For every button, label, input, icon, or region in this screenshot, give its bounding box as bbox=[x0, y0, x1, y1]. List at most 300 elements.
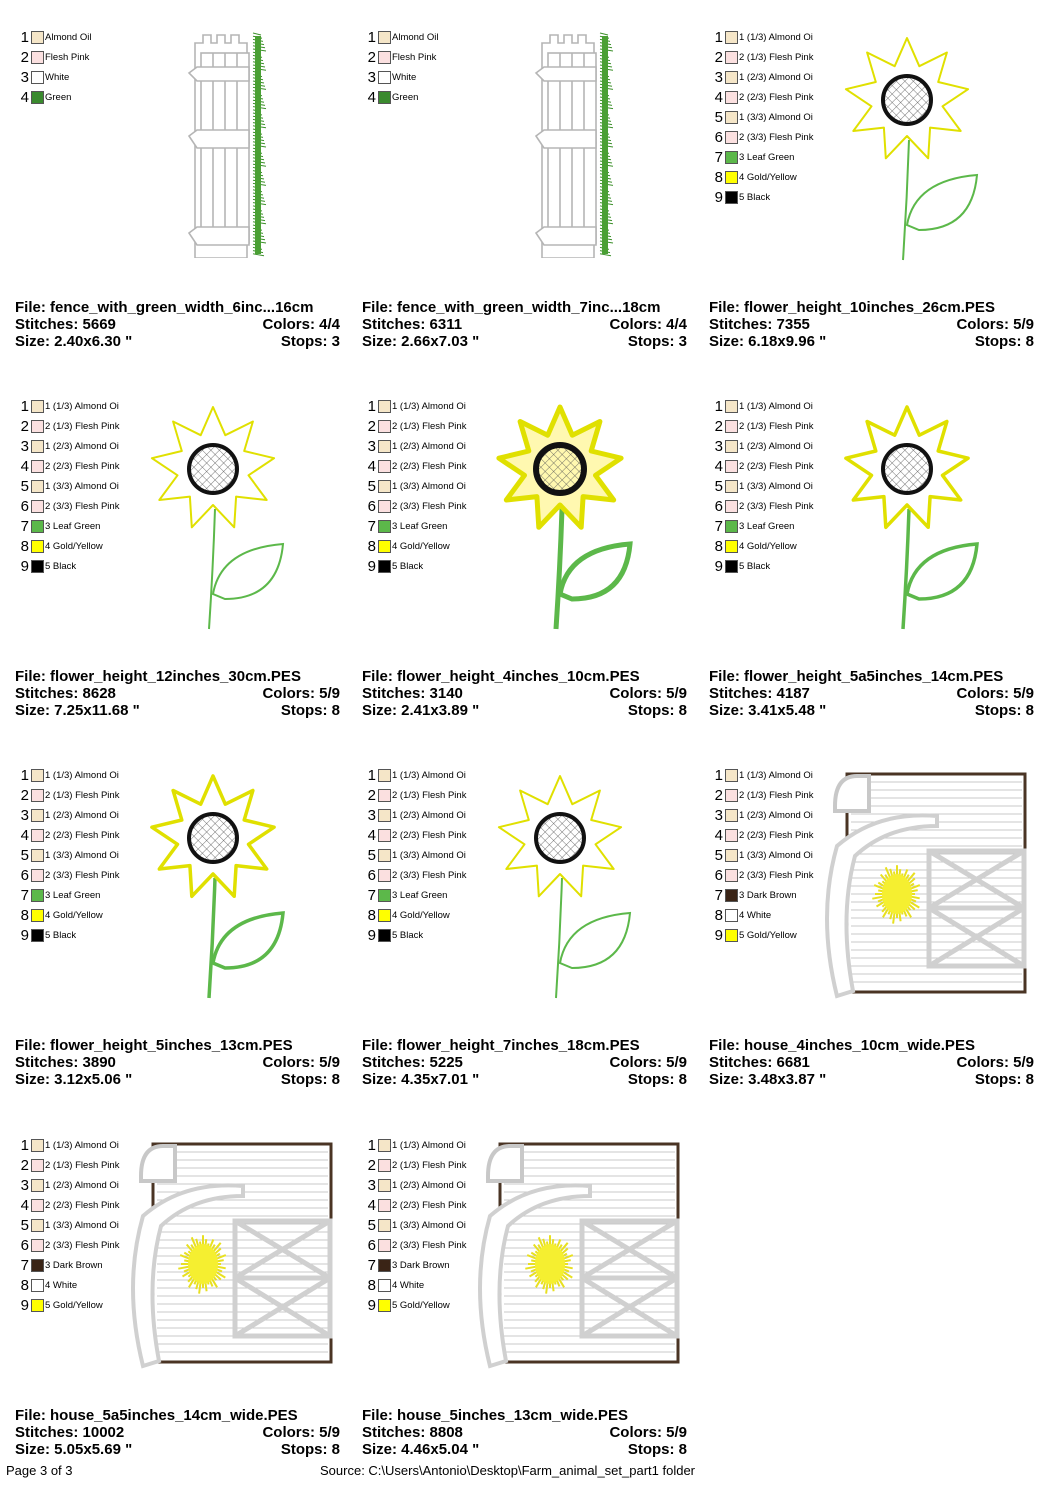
legend-color-name: 3 Leaf Green bbox=[45, 890, 101, 901]
color-count: Colors: 4/4 bbox=[262, 316, 340, 333]
legend-color-name: 2 (3/3) Flesh Pink bbox=[739, 501, 814, 512]
legend-number: 3 bbox=[367, 1177, 376, 1194]
design-info bbox=[362, 668, 687, 719]
legend-color-name: 2 (2/3) Flesh Pink bbox=[739, 461, 814, 472]
color-swatch bbox=[378, 1179, 391, 1192]
design-size: Size: 2.66x7.03 " bbox=[362, 333, 480, 350]
legend-number: 8 bbox=[714, 907, 723, 924]
color-swatch bbox=[378, 540, 391, 553]
sunflower-design-icon bbox=[143, 399, 293, 634]
legend-item bbox=[709, 517, 849, 537]
file-name: File: flower_height_10inches_26cm.PES bbox=[709, 299, 995, 316]
legend-color-name: 2 (3/3) Flesh Pink bbox=[45, 870, 120, 881]
legend-color-name: 1 (3/3) Almond Oi bbox=[45, 850, 119, 861]
legend-item bbox=[362, 557, 502, 577]
color-swatch bbox=[378, 789, 391, 802]
color-count: Colors: 5/9 bbox=[262, 1424, 340, 1441]
design-card bbox=[362, 1136, 692, 1466]
legend-color-name: 5 Gold/Yellow bbox=[739, 930, 797, 941]
legend-item bbox=[15, 457, 155, 477]
legend-item bbox=[15, 866, 155, 886]
design-info bbox=[709, 299, 1034, 350]
legend-number: 8 bbox=[20, 907, 29, 924]
legend-item bbox=[362, 68, 502, 88]
color-swatch bbox=[725, 520, 738, 533]
legend-color-name: 2 (3/3) Flesh Pink bbox=[392, 870, 467, 881]
legend-item bbox=[362, 906, 502, 926]
legend-color-name: 1 (1/3) Almond Oi bbox=[739, 770, 813, 781]
stop-count: Stops: 8 bbox=[974, 702, 1034, 719]
design-size: Size: 6.18x9.96 " bbox=[709, 333, 827, 350]
legend-color-name: Almond Oil bbox=[392, 32, 439, 43]
legend-color-name: 2 (2/3) Flesh Pink bbox=[392, 1200, 467, 1211]
legend-number: 4 bbox=[714, 458, 723, 475]
color-count: Colors: 5/9 bbox=[262, 685, 340, 702]
legend-item bbox=[362, 786, 502, 806]
design-preview bbox=[173, 28, 273, 263]
legend-number: 5 bbox=[367, 1217, 376, 1234]
color-count: Colors: 5/9 bbox=[609, 1054, 687, 1071]
legend-number: 2 bbox=[20, 787, 29, 804]
legend-color-name: Flesh Pink bbox=[45, 52, 90, 63]
legend-number: 9 bbox=[20, 558, 29, 575]
color-swatch bbox=[378, 51, 391, 64]
design-info bbox=[362, 1037, 687, 1088]
legend-number: 7 bbox=[367, 887, 376, 904]
legend-item bbox=[709, 457, 849, 477]
legend-item bbox=[709, 88, 849, 108]
legend-number: 2 bbox=[20, 49, 29, 66]
legend-item bbox=[362, 397, 502, 417]
legend-number: 6 bbox=[367, 498, 376, 515]
color-count: Colors: 5/9 bbox=[956, 316, 1034, 333]
legend-item bbox=[15, 417, 155, 437]
design-preview bbox=[837, 30, 987, 270]
color-swatch bbox=[31, 1139, 44, 1152]
color-swatch bbox=[725, 769, 738, 782]
sunflower-design-icon bbox=[837, 399, 987, 634]
legend-item bbox=[709, 28, 849, 48]
design-info bbox=[15, 1037, 340, 1088]
legend-color-name: 3 Leaf Green bbox=[392, 521, 448, 532]
legend-number: 8 bbox=[367, 1277, 376, 1294]
color-swatch bbox=[31, 51, 44, 64]
legend-number: 1 bbox=[714, 767, 723, 784]
color-swatch bbox=[725, 151, 738, 164]
file-name: File: flower_height_7inches_18cm.PES bbox=[362, 1037, 640, 1054]
legend-color-name: 4 Gold/Yellow bbox=[392, 910, 450, 921]
legend-item bbox=[362, 766, 502, 786]
color-swatch bbox=[31, 560, 44, 573]
design-preview bbox=[837, 399, 987, 639]
legend-item bbox=[362, 926, 502, 946]
legend-color-name: Green bbox=[45, 92, 72, 103]
legend-color-name: 1 (2/3) Almond Oi bbox=[45, 441, 119, 452]
design-size: Size: 3.12x5.06 " bbox=[15, 1071, 133, 1088]
color-swatch bbox=[725, 480, 738, 493]
color-swatch bbox=[725, 71, 738, 84]
legend-item bbox=[709, 497, 849, 517]
legend-number: 5 bbox=[367, 847, 376, 864]
legend-color-name: 1 (3/3) Almond Oi bbox=[392, 481, 466, 492]
legend-color-name: 2 (1/3) Flesh Pink bbox=[392, 790, 467, 801]
legend-color-name: 5 Black bbox=[45, 561, 77, 572]
legend-number: 6 bbox=[367, 867, 376, 884]
design-preview bbox=[470, 1136, 685, 1376]
color-swatch bbox=[378, 1259, 391, 1272]
legend-color-name: 1 (2/3) Almond Oi bbox=[392, 810, 466, 821]
legend-number: 1 bbox=[367, 398, 376, 415]
color-count: Colors: 5/9 bbox=[609, 1424, 687, 1441]
legend-item bbox=[15, 766, 155, 786]
legend-color-name: 3 Leaf Green bbox=[739, 521, 795, 532]
legend-item bbox=[709, 437, 849, 457]
design-info bbox=[15, 299, 340, 350]
legend-number: 8 bbox=[367, 538, 376, 555]
color-swatch bbox=[725, 849, 738, 862]
legend-color-name: 2 (1/3) Flesh Pink bbox=[739, 52, 814, 63]
legend-number: 9 bbox=[20, 927, 29, 944]
file-name: File: flower_height_5a5inches_14cm.PES bbox=[709, 668, 1004, 685]
legend-number: 4 bbox=[20, 89, 29, 106]
color-swatch bbox=[725, 440, 738, 453]
design-card bbox=[15, 397, 345, 727]
design-size: Size: 2.41x3.89 " bbox=[362, 702, 480, 719]
stop-count: Stops: 8 bbox=[627, 702, 687, 719]
legend-color-name: 4 Gold/Yellow bbox=[45, 910, 103, 921]
legend-number: 4 bbox=[367, 827, 376, 844]
color-swatch bbox=[725, 809, 738, 822]
stop-count: Stops: 8 bbox=[280, 1071, 340, 1088]
color-swatch bbox=[378, 71, 391, 84]
legend-color-name: 4 White bbox=[392, 1280, 425, 1291]
legend-item bbox=[362, 28, 502, 48]
legend-item bbox=[15, 48, 155, 68]
color-swatch bbox=[725, 420, 738, 433]
stitch-count: Stitches: 4187 bbox=[709, 685, 810, 702]
color-swatch bbox=[725, 540, 738, 553]
stitch-count: Stitches: 6681 bbox=[709, 1054, 810, 1071]
legend-color-name: 5 Gold/Yellow bbox=[392, 1300, 450, 1311]
legend-color-name: 2 (3/3) Flesh Pink bbox=[392, 501, 467, 512]
legend-color-name: 5 Black bbox=[739, 561, 771, 572]
legend-number: 4 bbox=[20, 458, 29, 475]
legend-color-name: 2 (2/3) Flesh Pink bbox=[392, 461, 467, 472]
color-swatch bbox=[31, 1279, 44, 1292]
color-swatch bbox=[31, 400, 44, 413]
legend-item bbox=[362, 866, 502, 886]
color-swatch bbox=[378, 769, 391, 782]
legend-color-name: 2 (3/3) Flesh Pink bbox=[45, 1240, 120, 1251]
legend-number: 2 bbox=[20, 1157, 29, 1174]
design-size: Size: 3.48x3.87 " bbox=[709, 1071, 827, 1088]
legend-color-name: 2 (1/3) Flesh Pink bbox=[739, 421, 814, 432]
color-swatch bbox=[378, 1239, 391, 1252]
stitch-count: Stitches: 5669 bbox=[15, 316, 116, 333]
legend-item bbox=[15, 497, 155, 517]
legend-color-name: 1 (3/3) Almond Oi bbox=[45, 1220, 119, 1231]
legend-item bbox=[709, 557, 849, 577]
legend-number: 7 bbox=[714, 149, 723, 166]
legend-color-name: 1 (3/3) Almond Oi bbox=[739, 112, 813, 123]
color-swatch bbox=[31, 869, 44, 882]
color-swatch bbox=[31, 829, 44, 842]
design-card bbox=[362, 766, 692, 1096]
color-swatch bbox=[725, 31, 738, 44]
color-swatch bbox=[378, 889, 391, 902]
legend-number: 7 bbox=[20, 1257, 29, 1274]
legend-number: 1 bbox=[714, 398, 723, 415]
stop-count: Stops: 8 bbox=[974, 333, 1034, 350]
color-swatch bbox=[378, 1219, 391, 1232]
legend-color-name: 3 Dark Brown bbox=[739, 890, 797, 901]
color-swatch bbox=[378, 420, 391, 433]
color-swatch bbox=[31, 789, 44, 802]
legend-color-name: 2 (2/3) Flesh Pink bbox=[45, 830, 120, 841]
legend-number: 4 bbox=[20, 827, 29, 844]
legend-color-name: 1 (1/3) Almond Oi bbox=[45, 401, 119, 412]
color-swatch bbox=[378, 400, 391, 413]
fence-design-icon bbox=[520, 28, 620, 258]
color-swatch bbox=[378, 909, 391, 922]
design-preview bbox=[123, 1136, 338, 1376]
color-swatch bbox=[378, 849, 391, 862]
legend-number: 3 bbox=[20, 69, 29, 86]
design-card bbox=[362, 397, 692, 727]
design-card bbox=[15, 766, 345, 1096]
legend-item bbox=[362, 48, 502, 68]
legend-number: 8 bbox=[714, 169, 723, 186]
stitch-count: Stitches: 8808 bbox=[362, 1424, 463, 1441]
legend-number: 6 bbox=[714, 129, 723, 146]
color-swatch bbox=[31, 520, 44, 533]
legend-item bbox=[15, 88, 155, 108]
stop-count: Stops: 8 bbox=[280, 702, 340, 719]
legend-number: 1 bbox=[20, 767, 29, 784]
legend-number: 9 bbox=[367, 558, 376, 575]
color-swatch bbox=[378, 500, 391, 513]
stitch-count: Stitches: 10002 bbox=[15, 1424, 125, 1441]
legend-number: 6 bbox=[367, 1237, 376, 1254]
legend-item bbox=[709, 537, 849, 557]
house-design-icon bbox=[817, 766, 1032, 1001]
file-name: File: fence_with_green_width_6inc...16cm bbox=[15, 299, 314, 316]
legend-item bbox=[15, 926, 155, 946]
color-swatch bbox=[31, 480, 44, 493]
legend-color-name: 2 (3/3) Flesh Pink bbox=[739, 132, 814, 143]
color-swatch bbox=[31, 440, 44, 453]
legend-color-name: 2 (1/3) Flesh Pink bbox=[45, 1160, 120, 1171]
color-swatch bbox=[31, 1179, 44, 1192]
design-info bbox=[709, 1037, 1034, 1088]
legend-color-name: White bbox=[392, 72, 417, 83]
legend-item bbox=[709, 477, 849, 497]
legend-color-name: 2 (3/3) Flesh Pink bbox=[45, 501, 120, 512]
legend-color-name: 1 (1/3) Almond Oi bbox=[739, 401, 813, 412]
legend-color-name: 2 (2/3) Flesh Pink bbox=[739, 830, 814, 841]
legend-item bbox=[15, 397, 155, 417]
sunflower-design-icon bbox=[143, 768, 293, 1003]
legend-item bbox=[709, 68, 849, 88]
legend-color-name: 2 (3/3) Flesh Pink bbox=[739, 870, 814, 881]
legend-number: 3 bbox=[367, 438, 376, 455]
color-swatch bbox=[31, 540, 44, 553]
legend-number: 2 bbox=[714, 418, 723, 435]
source-path: Source: C:\Users\Antonio\Desktop\Farm_animal_set_part1 folder bbox=[320, 1463, 696, 1478]
sunflower-design-icon bbox=[490, 399, 640, 634]
color-swatch bbox=[31, 500, 44, 513]
legend-color-name: 3 Leaf Green bbox=[739, 152, 795, 163]
legend-number: 8 bbox=[20, 1277, 29, 1294]
color-swatch bbox=[378, 1199, 391, 1212]
legend-color-name: 4 White bbox=[739, 910, 772, 921]
color-count: Colors: 4/4 bbox=[609, 316, 687, 333]
file-name: File: flower_height_5inches_13cm.PES bbox=[15, 1037, 293, 1054]
legend-number: 5 bbox=[20, 847, 29, 864]
color-swatch bbox=[725, 460, 738, 473]
legend-number: 6 bbox=[714, 867, 723, 884]
legend-color-name: 1 (3/3) Almond Oi bbox=[739, 481, 813, 492]
legend-item bbox=[709, 397, 849, 417]
legend-item bbox=[362, 88, 502, 108]
legend-color-name: 1 (2/3) Almond Oi bbox=[392, 441, 466, 452]
legend-number: 3 bbox=[714, 69, 723, 86]
color-swatch bbox=[31, 849, 44, 862]
legend-number: 9 bbox=[367, 1297, 376, 1314]
legend-number: 5 bbox=[367, 478, 376, 495]
legend-number: 4 bbox=[20, 1197, 29, 1214]
stop-count: Stops: 8 bbox=[627, 1441, 687, 1458]
color-swatch bbox=[725, 400, 738, 413]
design-card bbox=[709, 397, 1039, 727]
stop-count: Stops: 3 bbox=[627, 333, 687, 350]
legend-item bbox=[15, 806, 155, 826]
color-swatch bbox=[725, 131, 738, 144]
color-swatch bbox=[31, 889, 44, 902]
color-swatch bbox=[378, 929, 391, 942]
legend-item bbox=[709, 48, 849, 68]
house-design-icon bbox=[470, 1136, 685, 1371]
design-info bbox=[362, 299, 687, 350]
legend-number: 4 bbox=[367, 1197, 376, 1214]
legend-number: 4 bbox=[714, 827, 723, 844]
color-swatch bbox=[378, 809, 391, 822]
design-preview bbox=[143, 768, 293, 1008]
stop-count: Stops: 8 bbox=[280, 1441, 340, 1458]
legend-number: 4 bbox=[367, 458, 376, 475]
legend-item bbox=[15, 477, 155, 497]
color-swatch bbox=[31, 1159, 44, 1172]
legend-item bbox=[15, 846, 155, 866]
legend-item bbox=[709, 108, 849, 128]
color-swatch bbox=[378, 480, 391, 493]
legend-color-name: 3 Leaf Green bbox=[392, 890, 448, 901]
legend-color-name: 2 (2/3) Flesh Pink bbox=[45, 1200, 120, 1211]
legend-color-name: 1 (2/3) Almond Oi bbox=[392, 1180, 466, 1191]
legend-color-name: 4 Gold/Yellow bbox=[739, 172, 797, 183]
legend-item bbox=[15, 517, 155, 537]
legend-number: 8 bbox=[20, 538, 29, 555]
color-swatch bbox=[378, 91, 391, 104]
legend-item bbox=[362, 826, 502, 846]
file-name: File: house_5a5inches_14cm_wide.PES bbox=[15, 1407, 298, 1424]
legend-color-name: 3 Leaf Green bbox=[45, 521, 101, 532]
legend-number: 3 bbox=[714, 438, 723, 455]
color-swatch bbox=[725, 191, 738, 204]
stop-count: Stops: 3 bbox=[280, 333, 340, 350]
legend-number: 7 bbox=[20, 518, 29, 535]
legend-number: 6 bbox=[20, 498, 29, 515]
legend-item bbox=[15, 68, 155, 88]
page-number: Page 3 of 3 bbox=[6, 1463, 73, 1478]
color-swatch bbox=[31, 1219, 44, 1232]
legend-number: 1 bbox=[367, 767, 376, 784]
design-info bbox=[15, 1407, 340, 1458]
color-swatch bbox=[31, 1199, 44, 1212]
color-swatch bbox=[31, 420, 44, 433]
fence-design-icon bbox=[173, 28, 273, 258]
legend-number: 5 bbox=[714, 109, 723, 126]
file-name: File: fence_with_green_width_7inc...18cm bbox=[362, 299, 661, 316]
legend-number: 2 bbox=[367, 787, 376, 804]
design-preview bbox=[143, 399, 293, 639]
stop-count: Stops: 8 bbox=[627, 1071, 687, 1088]
stitch-count: Stitches: 6311 bbox=[362, 316, 463, 333]
stitch-count: Stitches: 3890 bbox=[15, 1054, 116, 1071]
legend-number: 2 bbox=[367, 49, 376, 66]
design-size: Size: 5.05x5.69 " bbox=[15, 1441, 133, 1458]
legend-color-name: 1 (1/3) Almond Oi bbox=[45, 770, 119, 781]
design-info bbox=[362, 1407, 687, 1458]
legend-color-name: Almond Oil bbox=[45, 32, 92, 43]
color-swatch bbox=[378, 829, 391, 842]
legend-number: 1 bbox=[20, 29, 29, 46]
legend-number: 7 bbox=[714, 518, 723, 535]
design-preview bbox=[817, 766, 1032, 1006]
legend-color-name: 1 (1/3) Almond Oi bbox=[739, 32, 813, 43]
file-name: File: flower_height_4inches_10cm.PES bbox=[362, 668, 640, 685]
legend-item bbox=[15, 557, 155, 577]
legend-number: 5 bbox=[714, 847, 723, 864]
legend-item bbox=[15, 437, 155, 457]
legend-number: 1 bbox=[20, 1137, 29, 1154]
color-swatch bbox=[31, 71, 44, 84]
legend-number: 1 bbox=[714, 29, 723, 46]
color-swatch bbox=[725, 111, 738, 124]
design-info bbox=[15, 668, 340, 719]
color-swatch bbox=[31, 91, 44, 104]
legend-color-name: 1 (1/3) Almond Oi bbox=[392, 401, 466, 412]
stitch-count: Stitches: 3140 bbox=[362, 685, 463, 702]
legend-number: 2 bbox=[367, 1157, 376, 1174]
legend-number: 2 bbox=[714, 787, 723, 804]
legend-color-name: 2 (2/3) Flesh Pink bbox=[392, 830, 467, 841]
legend-color-name: 1 (2/3) Almond Oi bbox=[45, 810, 119, 821]
legend-color-name: 4 Gold/Yellow bbox=[45, 541, 103, 552]
legend-item bbox=[15, 906, 155, 926]
legend-number: 3 bbox=[714, 807, 723, 824]
color-swatch bbox=[31, 1259, 44, 1272]
color-count: Colors: 5/9 bbox=[262, 1054, 340, 1071]
legend-number: 9 bbox=[714, 558, 723, 575]
color-swatch bbox=[725, 560, 738, 573]
color-swatch bbox=[378, 31, 391, 44]
color-swatch bbox=[725, 869, 738, 882]
legend-color-name: 1 (3/3) Almond Oi bbox=[739, 850, 813, 861]
color-swatch bbox=[378, 520, 391, 533]
legend-color-name: 1 (3/3) Almond Oi bbox=[392, 850, 466, 861]
color-swatch bbox=[725, 500, 738, 513]
